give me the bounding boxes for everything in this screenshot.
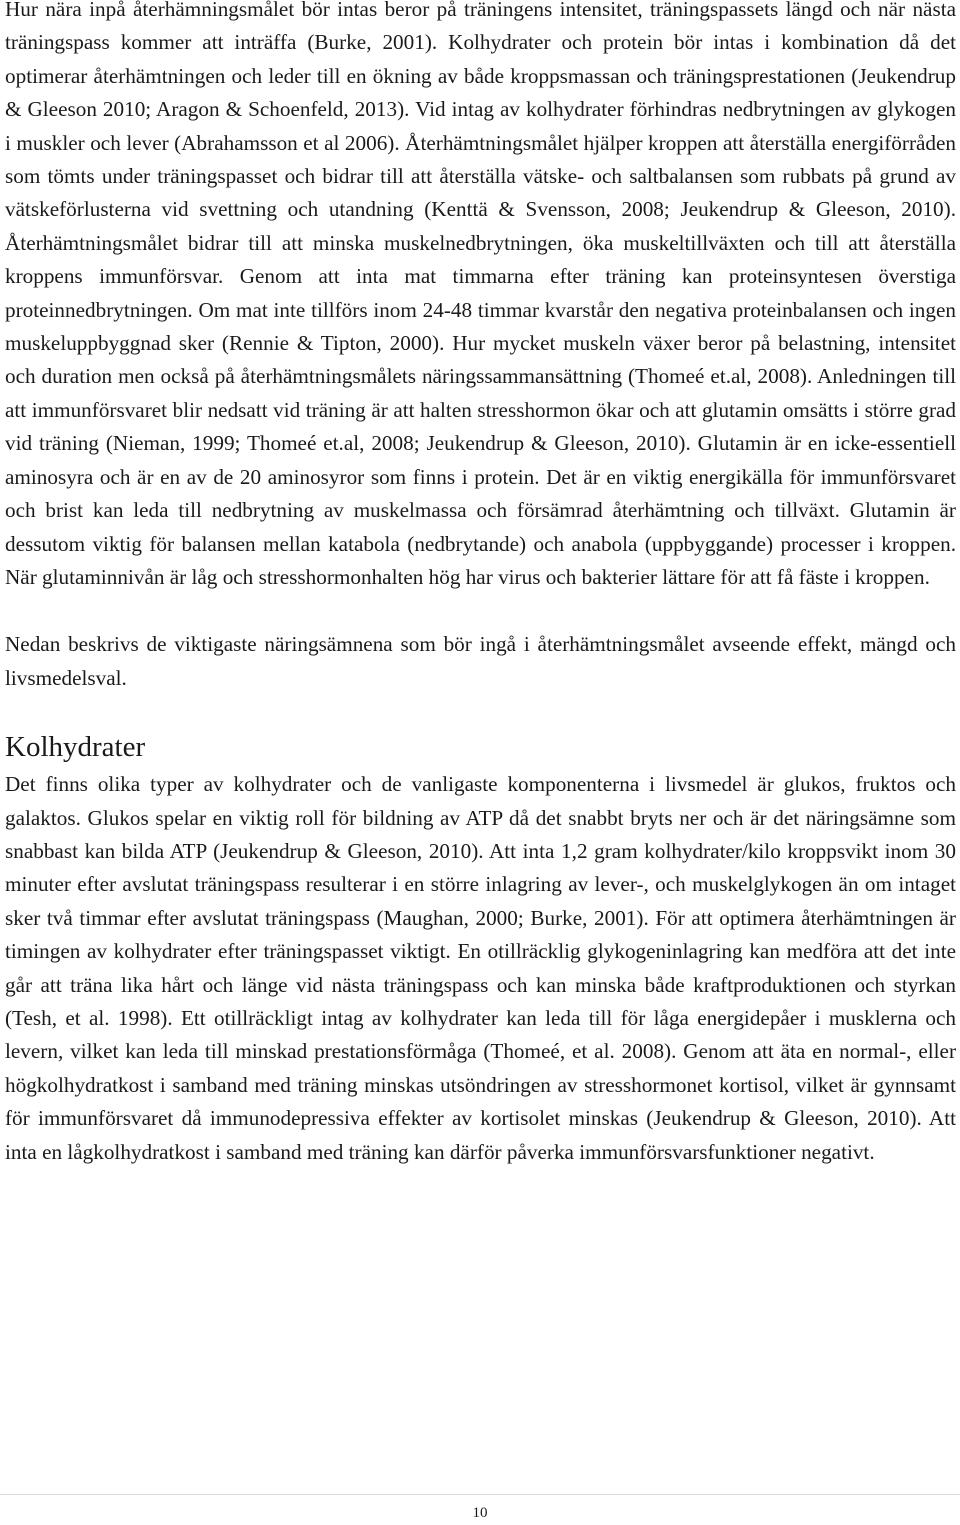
section-heading-carbohydrates: Kolhydrater [5,731,146,764]
footer-divider [0,1494,960,1495]
body-paragraph-carbohydrates: Det finns olika typer av kolhydrater och de vanligaste komponenterna i livsmedel är glukos, fruktos och galaktos. Glukos spelar en viktig roll för bildning av ATP då det snabbt bryts ner och är det näringsämne som snabbast kan bilda ATP (Jeukendrup & Gleeson, 2010). Att inta 1,2 gram kolhydrater/kilo kroppsvikt inom 30 minuter efter avslutat träningspass resulterar i en större inlagring av lever-, och muskelglykogen än om intaget sker två timmar efter avslutat träningspass (Maughan, 2000; Burke, 2001). För att optimera återhämtningen är timingen av kolhydrater efter träningspasset viktigt. En otillräcklig glykogeninlagring kan medföra att det inte går att träna lika hårt och länge vid nästa träningspass och kan minska både kraftproduktionen och styrkan (Tesh, et al. 1998). Ett otillräckligt intag av kolhydrater kan leda till för låga energidepåer i musklerna och levern, vilket kan leda till minskad prestationsförmåga (Thomeé, et al. 2008). Genom att äta en normal-, eller högkolhydratkost i samband med träning minskas utsöndringen av stresshormonet kortisol, vilket är gynnsamt för immunförsvaret då immunodepressiva effekter av kortisolet minskas (Jeukendrup & Gleeson, 2010). Att inta en lågkolhydratkost i samband med träning kan därför påverka immunförsvarsfunktioner negativt. [5,772,956,1164]
body-paragraph-recovery: Hur nära inpå återhämningsmålet bör intas beror på träningens intensitet, träningspassets längd och när nästa träningspass kommer att inträffa (Burke, 2001). Kolhydrater och protein bör intas i kombination då det optimerar återhämtningen och leder till en ökning av både kroppsmassan och träningsprestationen (Jeukendrup & Gleeson 2010; Aragon & Schoenfeld, 2013). Vid intag av kolhydrater förhindras nedbrytningen av glykogen i muskler och lever (Abrahamsson et al 2006). Återhämtningsmålet hjälper kroppen att återställa energiförråden som tömts under träningspasset och bidrar till att återställa vätske- och saltbalansen som rubbats på grund av vätskeförlusterna vid svettning och utandning (Kenttä & Svensson, 2008; Jeukendrup & Gleeson, 2010). Återhämtningsmålet bidrar till att minska muskelnedbrytningen, öka muskeltillväxten och till att återställa kroppens immunförsvar. Genom att inta mat timmarna efter träning kan proteinsyntesen överstiga proteinnedbrytningen. Om mat inte tillförs inom 24-48 timmar kvarstår den negativa proteinbalansen och ingen muskeluppbyggnad sker (Rennie & Tipton, 2000). Hur mycket muskeln växer beror på belastning, intensitet och duration men också på återhämtningsmålets näringssammansättning (Thomeé et.al, 2008). Anledningen till att immunförsvaret blir nedsatt vid träning är att halten stresshormon ökar och att glutamin omsätts i större grad vid träning (Nieman, 1999; Thomeé et.al, 2008; Jeukendrup & Gleeson, 2010). Glutamin är en icke-essentiell aminosyra och är en av de 20 aminosyror som finns i protein. Det är en viktig energikälla för immunförsvaret och brist kan leda till nedbrytning av muskelmassa och försämrad återhämtning och tillväxt. Glutamin är dessutom viktig för balansen mellan katabola (nedbrytande) och anabola (uppbyggande) processer i kroppen. När glutaminnivån är låg och stresshormonhalten hög har virus och bakterier lättare för att få fäste i kroppen. [5,0,956,589]
body-paragraph-nutrients-intro: Nedan beskrivs de viktigaste näringsämnena som bör ingå i återhämtningsmålet avseende effekt, mängd och livsmedelsval. [5,632,956,690]
page-number: 10 [472,1505,488,1521]
